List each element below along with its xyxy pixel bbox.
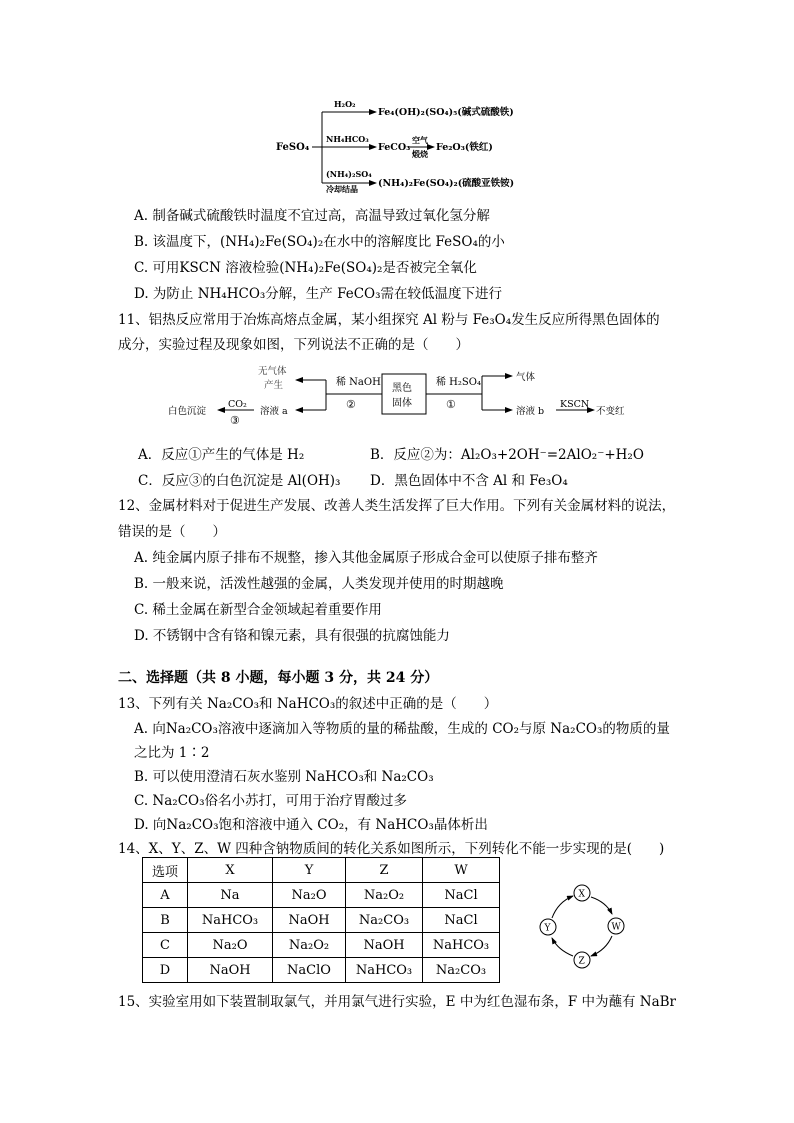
solution-a-label: 溶液 a [260,406,288,417]
q15-stem: 15、实验室用如下装置制取氯气，并用氯气进行实验，E 中为红色湿布条，F 中为蘸有 NaBr [118,994,677,1010]
table-cell: Na₂CO₃ [423,958,500,983]
white-precipitate-label: 白色沉淀 [168,406,207,417]
fig1-cond-cool: 冷却结晶 [326,184,358,194]
table-cell: B [143,908,188,933]
node-y-label: Y [544,923,551,934]
header-cell: 选项 [143,858,188,883]
q12-stem-line2: 错误的是（ ） [118,524,226,540]
q11-stem-line2: 成分，实验过程及现象如图，下列说法不正确的是（ ） [118,337,469,353]
q10-option-d: D. 为防止 NH₄HCO₃分解，生产 FeCO₃需在较低温度下进行 [134,286,503,302]
reagent-h2so4: 稀 H₂SO₄ [436,377,481,388]
not-red-label: 不变红 [596,406,625,417]
q13-option-d: D. 向Na₂CO₃饱和溶液中通入 CO₂，有 NaHCO₃晶体析出 [134,817,488,833]
table-cell: NaClO [273,958,346,983]
table-cell: Na₂O [273,883,346,908]
table-row [143,883,500,908]
table-cell: Na₂O [188,933,273,958]
fig1-product-2b: Fe₂O₃(铁红) [436,142,493,153]
node-x-label: X [578,889,585,900]
fig1-product-3: (NH₄)₂Fe(SO₄)₂(硫酸亚铁铵) [378,178,515,189]
fig1-reagent-nh4hco3: NH₄HCO₃ [326,134,369,144]
q10-option-a: A. 制备碱式硫酸铁时温度不宜过高，高温导致过氧化氢分解 [134,208,490,224]
fig1-product-1: Fe₄(OH)₂(SO₄)₅(碱式硫酸铁) [378,107,514,118]
table-cell: Na₂CO₃ [346,908,423,933]
q11-option-c: C．反应③的白色沉淀是 Al(OH)₃ [138,473,341,489]
table-cell: NaHCO₃ [188,908,273,933]
arc-x-to-w [591,897,612,914]
feso4-scheme-figure [270,92,530,196]
q12-option-b: B. 一般来说，活泼性越强的金属，人类发现并使用的时期越晚 [134,576,504,592]
q14-options-table [142,857,500,983]
q11-option-b: B．反应②为：Al₂O₃+2OH⁻=2AlO₂⁻+H₂O [370,447,644,463]
q11-option-a: A．反应①产生的气体是 H₂ [138,447,305,463]
table-cell: NaOH [188,958,273,983]
q13-option-a-line2: 之比为 1∶2 [134,745,210,761]
table-cell: Na₂O₂ [346,883,423,908]
fig1-cond-calcine: 煅烧 [412,149,428,159]
header-cell: Z [346,858,423,883]
solution-b-label: 溶液 b [516,406,545,417]
fig1-cond-air: 空气 [412,135,428,145]
table-cell: NaCl [423,883,500,908]
arc-z-to-y [552,938,573,956]
gas-label: 气体 [516,372,536,383]
aluminothermic-flow-figure [160,362,640,424]
q12-stem-line1: 12、金属材料对于促进生产发展、改善人类生活发挥了巨大作用。下列有关金属材料的说法， [118,498,676,514]
no-gas-label-2: 产生 [264,380,284,391]
table-header-row [143,858,500,883]
q12-option-a: A. 纯金属内原子排布不规整，掺入其他金属原子形成合金可以使原子排布整齐 [134,550,598,566]
fig1-product-2a: FeCO₃ [378,142,411,153]
header-cell: W [423,858,500,883]
table-cell: NaHCO₃ [346,958,423,983]
table-cell: D [143,958,188,983]
arc-w-to-z [591,936,612,956]
table-cell: Na₂O₂ [273,933,346,958]
q12-option-d: D. 不锈钢中含有铬和镍元素，具有很强的抗腐蚀能力 [134,628,450,644]
table-cell: NaOH [273,908,346,933]
table-cell: C [143,933,188,958]
fig1-start: FeSO₄ [276,142,310,153]
section-2-heading: 二、选择题（共 8 小题，每小题 3 分，共 24 分） [118,670,439,686]
table-cell: A [143,883,188,908]
q14-stem: 14、X、Y、Z、W 四种含钠物质间的转化关系如图所示，下列转化不能一步实现的是( ) [118,841,665,857]
reaction-num-2: ② [346,398,356,411]
table-row [143,958,500,983]
xyzw-cycle-diagram [530,880,634,974]
q10-option-b: B. 该温度下，(NH₄)₂Fe(SO₄)₂在水中的溶解度比 FeSO₄的小 [134,234,505,250]
no-gas-label-1: 无气体 [258,366,287,377]
table-cell: NaOH [346,933,423,958]
header-cell: X [188,858,273,883]
table-row [143,908,500,933]
kscn-label: KSCN [560,399,590,410]
box-label-1: 黑色 [392,383,412,394]
reaction-num-3: ③ [230,414,240,424]
arc-y-to-x [552,896,573,918]
node-w-label: W [611,922,621,933]
header-cell: Y [273,858,346,883]
node-z-label: Z [578,956,585,967]
co2-label: CO₂ [228,399,247,410]
q13-option-b: B. 可以使用澄清石灰水鉴别 NaHCO₃和 Na₂CO₃ [134,769,434,785]
reaction-num-1: ① [446,398,456,411]
table-cell: Na [188,883,273,908]
table-cell: NaHCO₃ [423,933,500,958]
reagent-naoh: 稀 NaOH [336,377,381,388]
table-cell: NaCl [423,908,500,933]
table-row [143,933,500,958]
q10-option-c: C. 可用KSCN 溶液检验(NH₄)₂Fe(SO₄)₂是否被完全氧化 [134,260,477,276]
q12-option-c: C. 稀土金属在新型合金领域起着重要作用 [134,602,382,618]
fig1-reagent-h2o2: H₂O₂ [334,99,356,109]
q13-stem: 13、下列有关 Na₂CO₃和 NaHCO₃的叙述中正确的是（ ） [118,696,498,712]
q11-option-d: D．黑色固体中不含 Al 和 Fe₃O₄ [370,473,568,489]
q13-option-a-line1: A. 向Na₂CO₃溶液中逐滴加入等物质的量的稀盐酸，生成的 CO₂与原 Na₂CO₃的物质的量 [134,721,670,737]
q13-option-c: C. Na₂CO₃俗名小苏打，可用于治疗胃酸过多 [134,793,408,809]
box-label-2: 固体 [392,398,412,409]
fig1-reagent-nh42so4: (NH₄)₂SO₄ [326,169,372,179]
q11-stem-line1: 11、铝热反应常用于冶炼高熔点金属，某小组探究 Al 粉与 Fe₃O₄发生反应所得黑色固体的 [118,312,660,328]
